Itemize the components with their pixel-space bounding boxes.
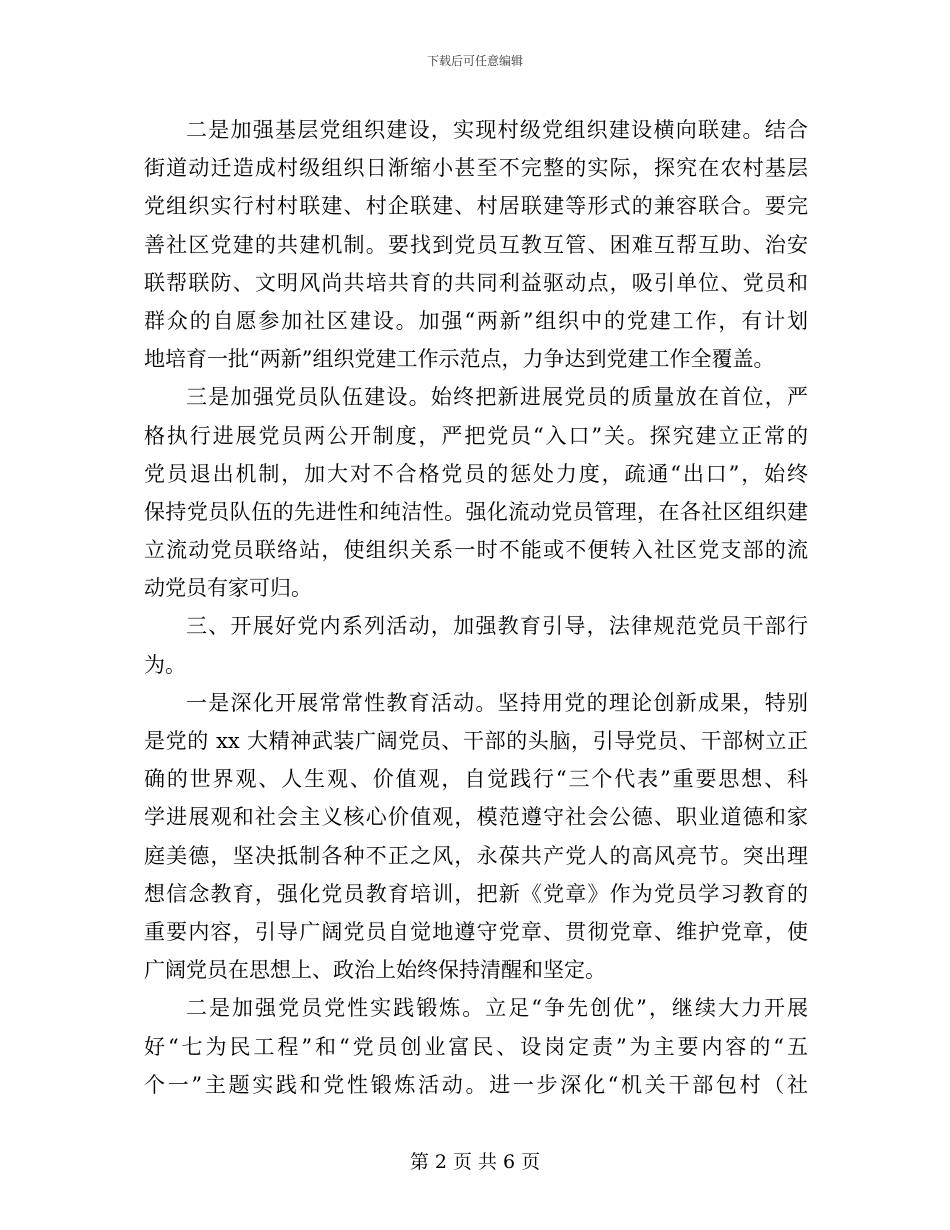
- text-line: 三、开展好党内系列活动，加强教育引导，法律规范党员干部行: [186, 614, 808, 639]
- text-line: 党员退出机制，加大对不合格党员的惩处力度，疏通“出口”，始终: [144, 461, 808, 486]
- text-line: 好“七为民工程”和“党员创业富民、设岗定责”为主要内容的“五: [144, 1034, 808, 1059]
- text-line: 一是深化开展常常性教育活动。坚持用党的理论创新成果，特别: [186, 690, 808, 715]
- text-line: 二是加强党员党性实践锻炼。立足“争先创优”，继续大力开展: [186, 996, 808, 1021]
- text-line: 街道动迁造成村级组织日渐缩小甚至不完整的实际，探究在农村基层: [144, 156, 808, 181]
- text-line: 重要内容，引导广阔党员自觉地遵守党章、贯彻党章、维护党章，使: [144, 919, 808, 944]
- text-line: 动党员有家可归。: [144, 576, 312, 601]
- text-line: 学进展观和社会主义核心价值观，模范遵守社会公德、职业道德和家: [144, 805, 808, 830]
- text-line: 党组织实行村村联建、村企联建、村居联建等形式的兼容联合。要完: [144, 194, 808, 219]
- text-line: 地培育一批“两新”组织党建工作示范点，力争达到党建工作全覆盖。: [144, 347, 775, 372]
- document-body: [144, 111, 808, 1104]
- text-line: 善社区党建的共建机制。要找到党员互教互管、困难互帮互助、治安: [144, 232, 808, 257]
- text-line: 群众的自愿参加社区建设。加强“两新”组织中的党建工作，有计划: [144, 308, 808, 333]
- text-line: 格执行进展党员两公开制度，严把党员“入口”关。探究建立正常的: [144, 423, 808, 448]
- text-line: 庭美德，坚决抵制各种不正之风，永葆共产党人的高风亮节。突出理: [144, 843, 808, 868]
- text-line: 确的世界观、人生观、价值观，自觉践行“三个代表”重要思想、科: [144, 767, 808, 792]
- text-line: 二是加强基层党组织建设，实现村级党组织建设横向联建。结合: [186, 118, 808, 142]
- text-line: 个一”主题实践和党性锻炼活动。进一步深化“机关干部包村（社: [144, 1072, 808, 1097]
- text-line: 想信念教育，强化党员教育培训，把新《党章》作为党员学习教育的: [144, 881, 808, 906]
- text-line: 保持党员队伍的先进性和纯洁性。强化流动党员管理，在各社区组织建: [144, 499, 808, 524]
- text-line: 为。: [144, 652, 186, 677]
- text-line: 三是加强党员队伍建设。始终把新进展党员的质量放在首位，严: [186, 385, 808, 410]
- text-line: 联帮联防、文明风尚共培共育的共同利益驱动点，吸引单位、党员和: [144, 270, 808, 295]
- text-line: 立流动党员联络站，使组织关系一时不能或不便转入社区党支部的流: [144, 538, 808, 563]
- text-line: 广阔党员在思想上、政治上始终保持清醒和坚定。: [144, 958, 606, 983]
- page-number: 第 2 页 共 6 页: [409, 1151, 541, 1173]
- page-header: 下载后可任意编辑: [426, 54, 523, 68]
- text-line: 是党的 xx 大精神武装广阔党员、干部的头脑，引导党员、干部树立正: [144, 729, 808, 753]
